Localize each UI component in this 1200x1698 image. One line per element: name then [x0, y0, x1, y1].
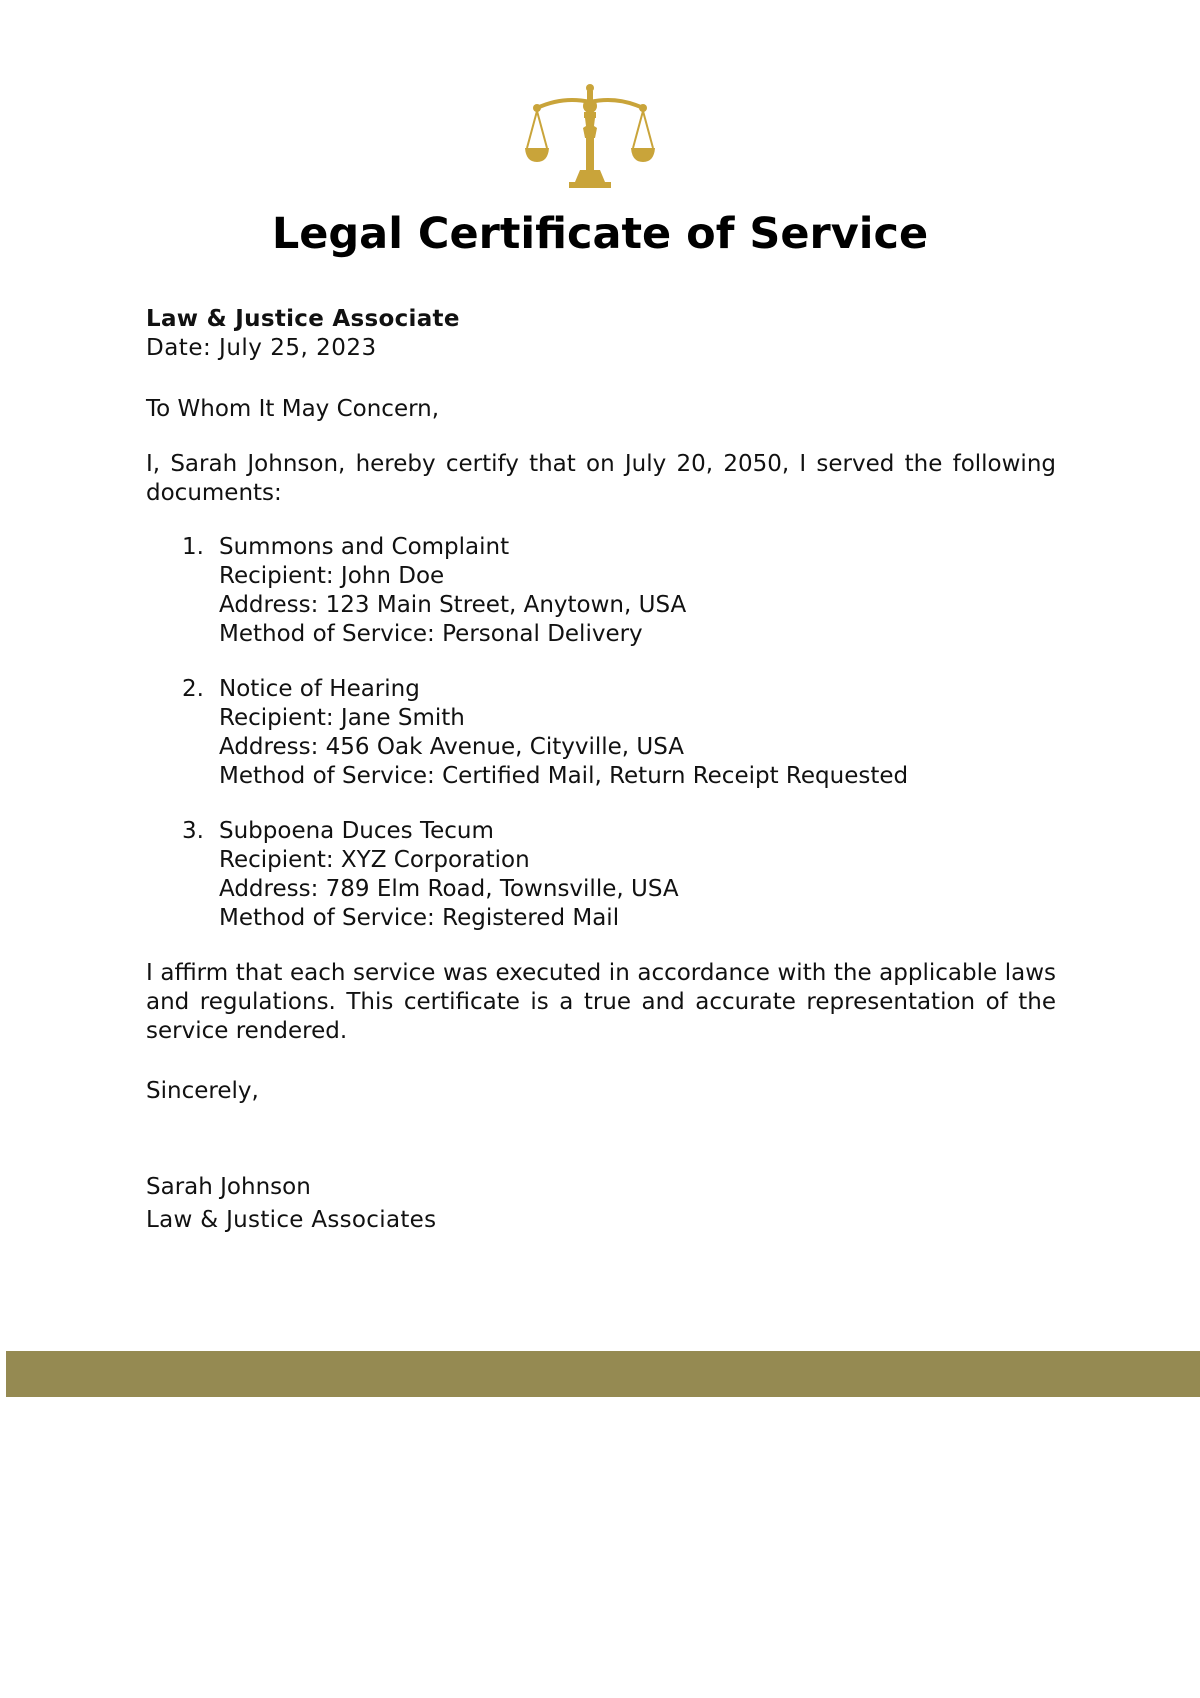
document-name: Summons and Complaint: [219, 534, 510, 560]
letter-date: Date: July 25, 2023: [146, 335, 377, 361]
scales-of-justice-icon: [525, 82, 655, 192]
greeting: To Whom It May Concern,: [146, 396, 440, 422]
document-recipient: Recipient: Jane Smith: [219, 705, 465, 731]
list-number: 2.: [182, 676, 204, 702]
document-name: Notice of Hearing: [219, 676, 420, 702]
list-number: 3.: [182, 818, 204, 844]
organization-name: Law & Justice Associate: [146, 306, 460, 332]
document-recipient: Recipient: John Doe: [219, 563, 445, 589]
document-recipient: Recipient: XYZ Corporation: [219, 847, 530, 873]
closing: Sincerely,: [146, 1078, 259, 1104]
signature-name: Sarah Johnson: [146, 1174, 311, 1200]
list-item: [146, 675, 1056, 791]
affirmation-paragraph: I affirm that each service was executed in accordance with the applicable laws and regulations. This certificate is a true and accurate representation of the service rendered.: [146, 960, 1056, 1044]
document-method: Method of Service: Personal Delivery: [219, 621, 643, 647]
served-documents-list: [146, 533, 1056, 933]
letter-body: [146, 305, 1056, 1235]
footer-band: [6, 1351, 1200, 1397]
document-address: Address: 456 Oak Avenue, Cityville, USA: [219, 734, 684, 760]
list-item: [146, 533, 1056, 649]
document-address: Address: 123 Main Street, Anytown, USA: [219, 592, 687, 618]
document-method: Method of Service: Registered Mail: [219, 905, 620, 931]
list-number: 1.: [182, 534, 204, 560]
list-item: [146, 817, 1056, 933]
document-title: Legal Certificate of Service: [271, 209, 929, 259]
signature-organization: Law & Justice Associates: [146, 1207, 437, 1233]
document-method: Method of Service: Certified Mail, Return Receipt Requested: [219, 763, 909, 789]
document-address: Address: 789 Elm Road, Townsville, USA: [219, 876, 679, 902]
document-name: Subpoena Duces Tecum: [219, 818, 494, 844]
intro-paragraph: I, Sarah Johnson, hereby certify that on July 20, 2050, I served the following documents:: [146, 451, 1056, 506]
